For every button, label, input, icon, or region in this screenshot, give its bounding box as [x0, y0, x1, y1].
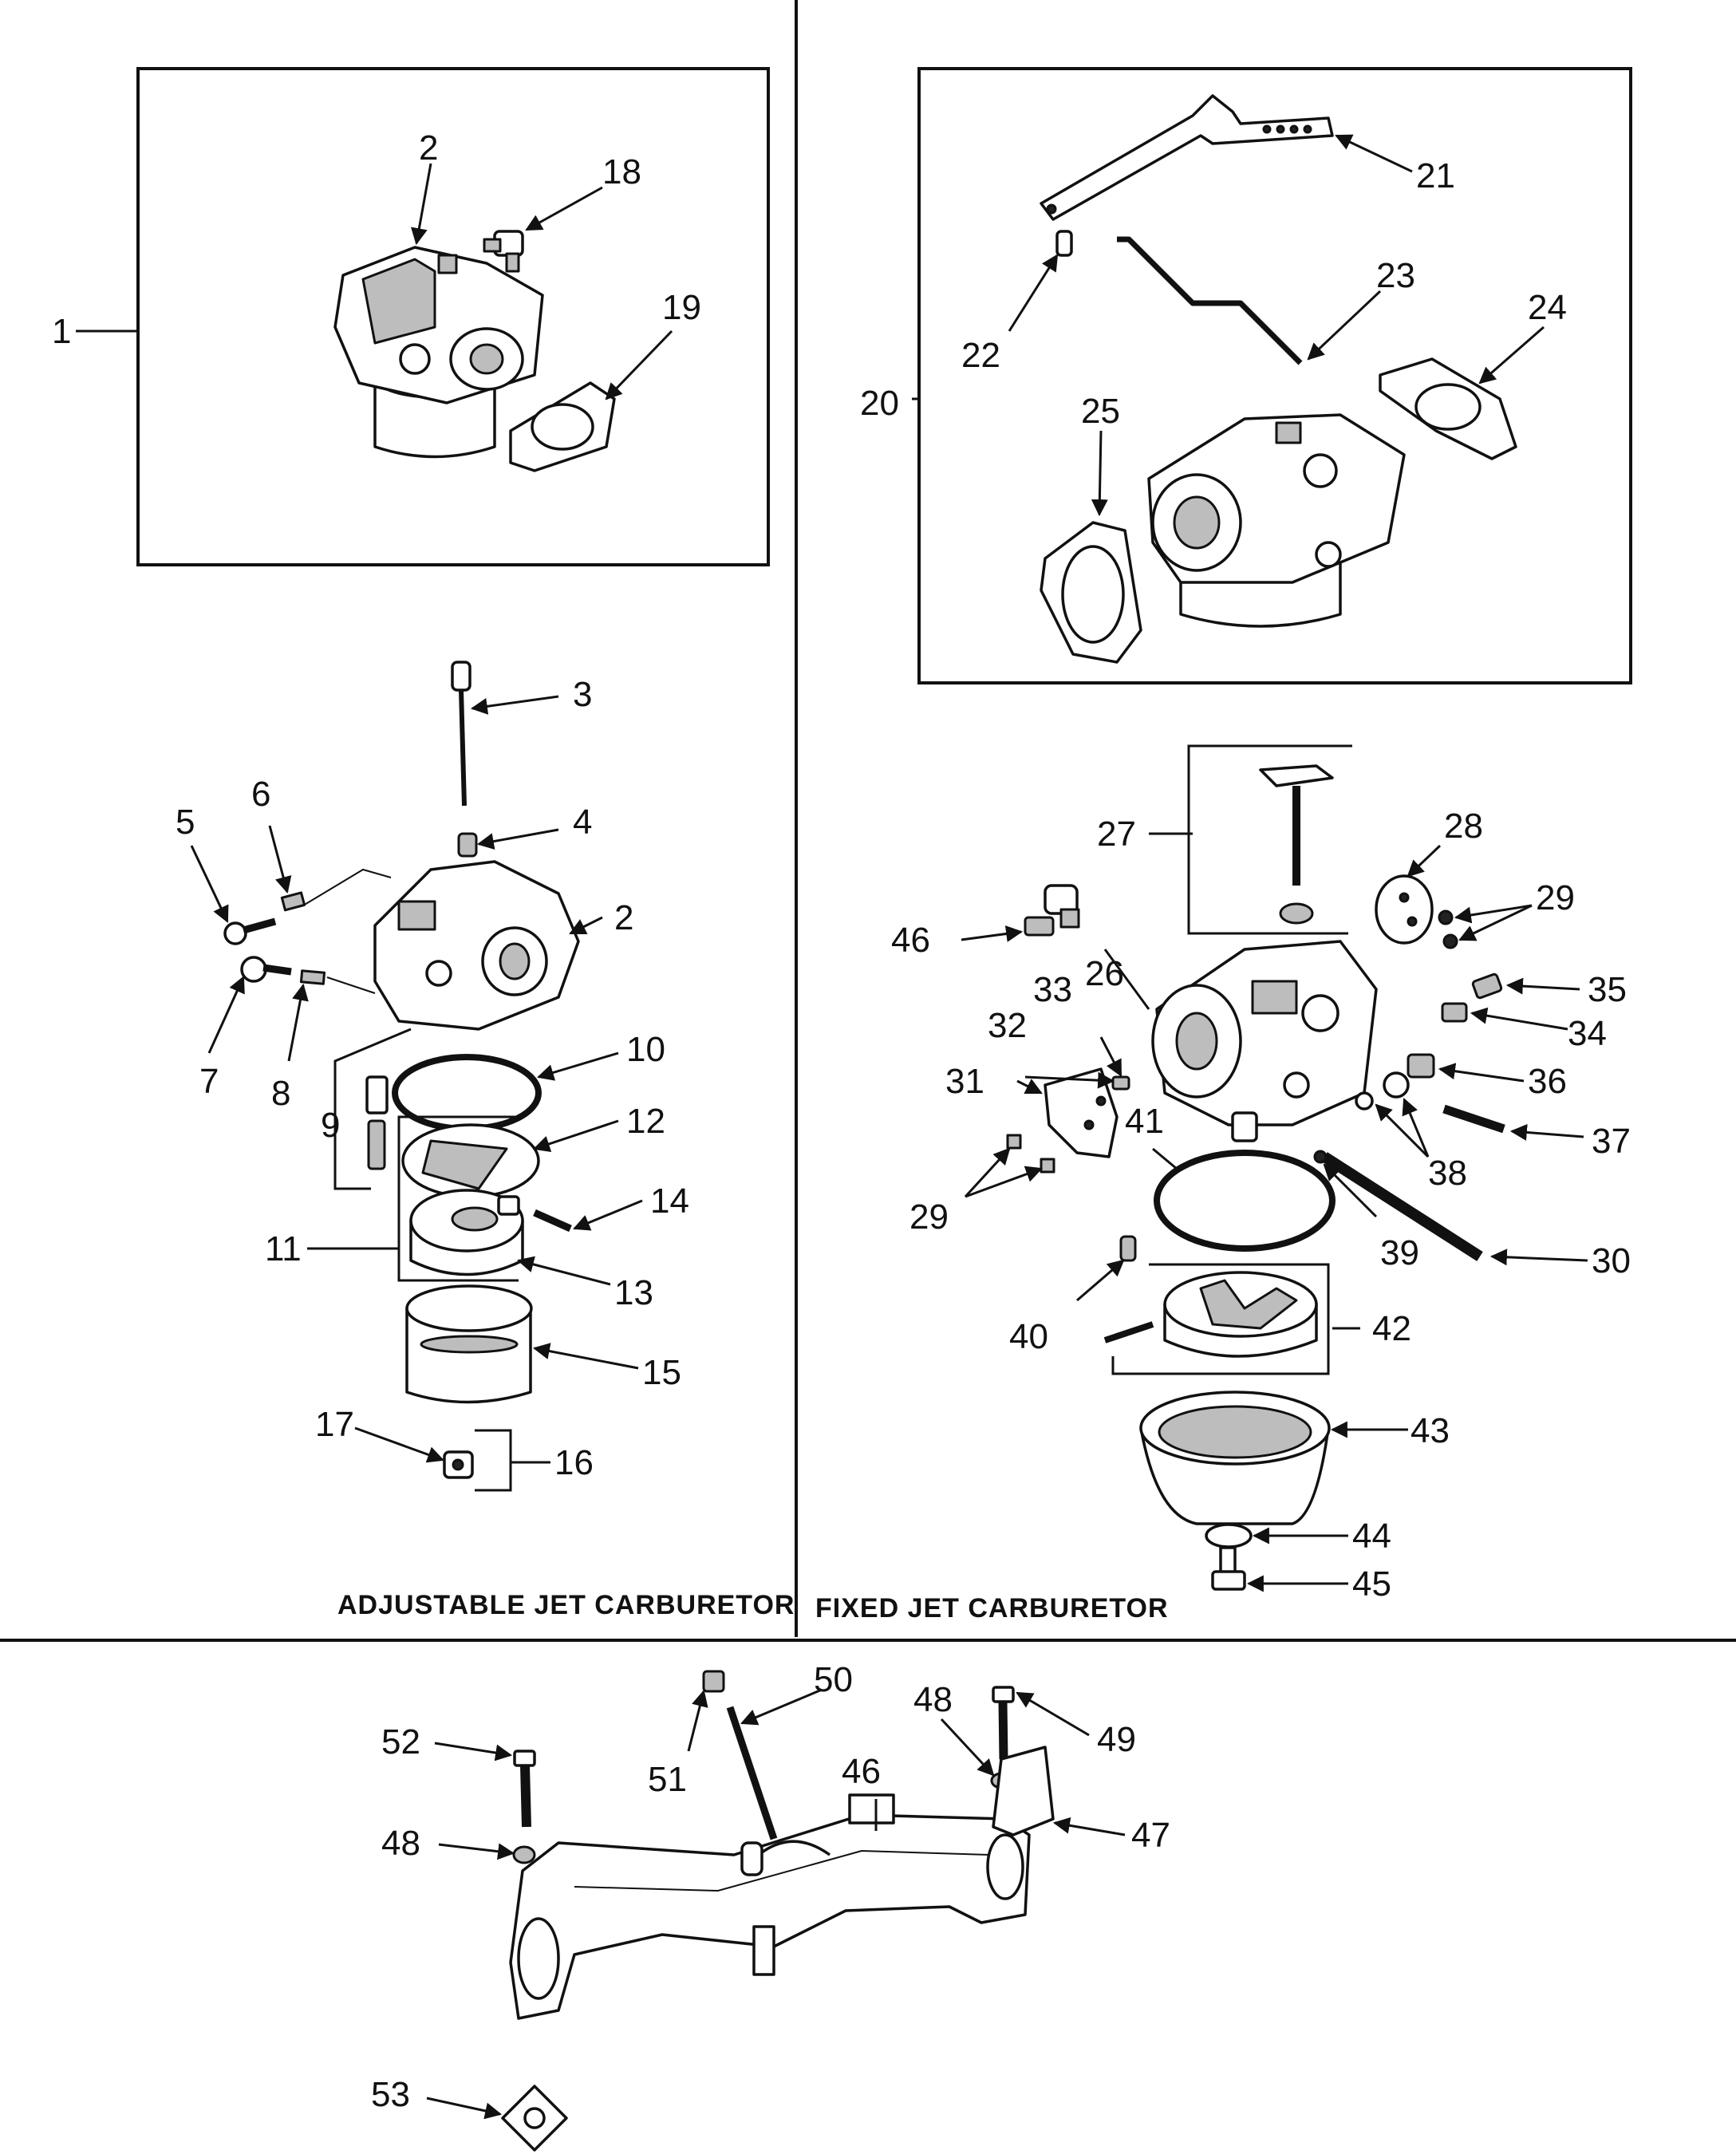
spring-8 — [301, 971, 324, 984]
callout-2: 2 — [419, 128, 439, 168]
callout-51: 51 — [648, 1760, 687, 1799]
screw-32-33 — [1113, 1077, 1129, 1089]
carburetor-assembly-adjustable — [335, 247, 542, 457]
callout-29-top: 29 — [1536, 878, 1575, 917]
gasket-41 — [1157, 1153, 1332, 1249]
callout-44: 44 — [1352, 1517, 1391, 1556]
carburetor-body-26 — [1153, 941, 1376, 1141]
callout-14: 14 — [650, 1182, 689, 1221]
callout-40: 40 — [1009, 1317, 1048, 1356]
callout-31: 31 — [945, 1062, 984, 1101]
callout-30: 30 — [1592, 1241, 1631, 1280]
bolt-45 — [1213, 1548, 1245, 1589]
callout-12: 12 — [626, 1102, 665, 1141]
callout-4: 4 — [573, 803, 593, 842]
callout-18: 18 — [602, 152, 641, 191]
carburetor-body-2 — [303, 862, 578, 1029]
callout-49: 49 — [1097, 1720, 1136, 1759]
callout-48-left: 48 — [381, 1824, 420, 1863]
callout-39: 39 — [1380, 1233, 1419, 1272]
callout-8: 8 — [271, 1074, 291, 1113]
callout-29-bottom: 29 — [909, 1197, 949, 1237]
callout-19: 19 — [662, 288, 701, 327]
carburetor-assembly-fixed — [1149, 415, 1404, 626]
screw-5 — [225, 921, 275, 944]
callout-33: 33 — [1033, 970, 1072, 1009]
callout-20: 20 — [860, 384, 899, 423]
callout-15: 15 — [642, 1353, 681, 1392]
spring-36 — [1408, 1055, 1434, 1077]
screws-29-top — [1439, 911, 1457, 948]
gasket-19 — [511, 383, 614, 471]
callout-28: 28 — [1444, 807, 1483, 846]
float-12 — [403, 1125, 539, 1197]
screw-35 — [1472, 973, 1502, 999]
callout-11: 11 — [265, 1229, 302, 1268]
bolt-49 — [993, 1687, 1013, 1759]
callout-38: 38 — [1428, 1154, 1467, 1193]
rod-23 — [1117, 239, 1300, 363]
callout-45: 45 — [1352, 1564, 1391, 1604]
callout-6: 6 — [251, 775, 271, 814]
callout-48-right: 48 — [913, 1680, 953, 1719]
bracket-47 — [993, 1747, 1053, 1835]
callout-53: 53 — [371, 2075, 410, 2114]
callout-47: 47 — [1131, 1816, 1170, 1855]
callout-42: 42 — [1372, 1309, 1411, 1348]
callout-43: 43 — [1410, 1411, 1450, 1450]
plate-31 — [1045, 1069, 1117, 1157]
callout-37: 37 — [1592, 1122, 1631, 1161]
callout-3: 3 — [573, 675, 593, 714]
bolt-52 — [515, 1751, 535, 1827]
bowl-15 — [407, 1286, 531, 1402]
float-13 — [411, 1190, 523, 1275]
bracket-16 — [475, 1430, 511, 1490]
seat-4 — [459, 834, 476, 856]
callout-22: 22 — [961, 336, 1000, 375]
callout-23: 23 — [1376, 256, 1415, 295]
callout-32: 32 — [988, 1006, 1027, 1045]
callout-52: 52 — [381, 1722, 420, 1761]
callout-26: 26 — [1085, 954, 1124, 993]
throttle-arm-21 — [1041, 96, 1332, 219]
callout-24: 24 — [1528, 288, 1567, 327]
callout-27: 27 — [1097, 815, 1136, 854]
elbow-fitting-46 — [1025, 886, 1079, 935]
pin-14 — [535, 1213, 570, 1229]
callout-35: 35 — [1588, 970, 1627, 1009]
choke-shaft-27 — [1261, 766, 1332, 923]
pin-22 — [1057, 231, 1071, 255]
screws-29-bottom — [1008, 1135, 1054, 1172]
callout-21: 21 — [1416, 156, 1455, 195]
screw-37 — [1444, 1109, 1504, 1129]
callout-41: 41 — [1125, 1102, 1164, 1141]
callout-5: 5 — [176, 803, 195, 842]
washer-44 — [1206, 1525, 1251, 1547]
plate-28 — [1376, 876, 1432, 943]
callout-17: 17 — [315, 1405, 354, 1444]
caption-fixed: FIXED JET CARBURETOR — [815, 1593, 1169, 1623]
callout-1: 1 — [52, 312, 72, 351]
float-42 — [1105, 1272, 1316, 1356]
callout-36: 36 — [1528, 1062, 1567, 1101]
callout-16: 16 — [554, 1443, 594, 1482]
callout-34: 34 — [1568, 1014, 1607, 1053]
callout-2-body: 2 — [614, 898, 634, 937]
spring-6 — [282, 893, 304, 910]
spring-34 — [1442, 1004, 1466, 1021]
gasket-24 — [1380, 359, 1516, 459]
screw-7 — [242, 957, 291, 981]
ball-39 — [1315, 1151, 1326, 1162]
callout-25: 25 — [1081, 392, 1120, 431]
bowl-43 — [1141, 1392, 1329, 1524]
callout-7: 7 — [199, 1062, 219, 1101]
needle-valve-3 — [452, 662, 470, 806]
gasket-53 — [503, 2086, 566, 2150]
stud-50 — [730, 1707, 774, 1839]
callout-13: 13 — [614, 1273, 653, 1312]
gasket-25 — [1041, 523, 1141, 662]
lockwasher-48-left — [514, 1847, 535, 1863]
callout-9: 9 — [321, 1106, 341, 1145]
callout-10: 10 — [626, 1030, 665, 1069]
nut-51 — [704, 1671, 724, 1691]
callout-46-manifold: 46 — [842, 1752, 881, 1791]
callout-46-carb: 46 — [891, 921, 930, 960]
pin-40 — [1121, 1237, 1135, 1260]
callout-50: 50 — [814, 1660, 853, 1699]
nut-17 — [444, 1452, 472, 1477]
jet-parts-9 — [367, 1077, 387, 1169]
caption-adjustable: ADJUSTABLE JET CARBURETOR — [337, 1590, 795, 1620]
